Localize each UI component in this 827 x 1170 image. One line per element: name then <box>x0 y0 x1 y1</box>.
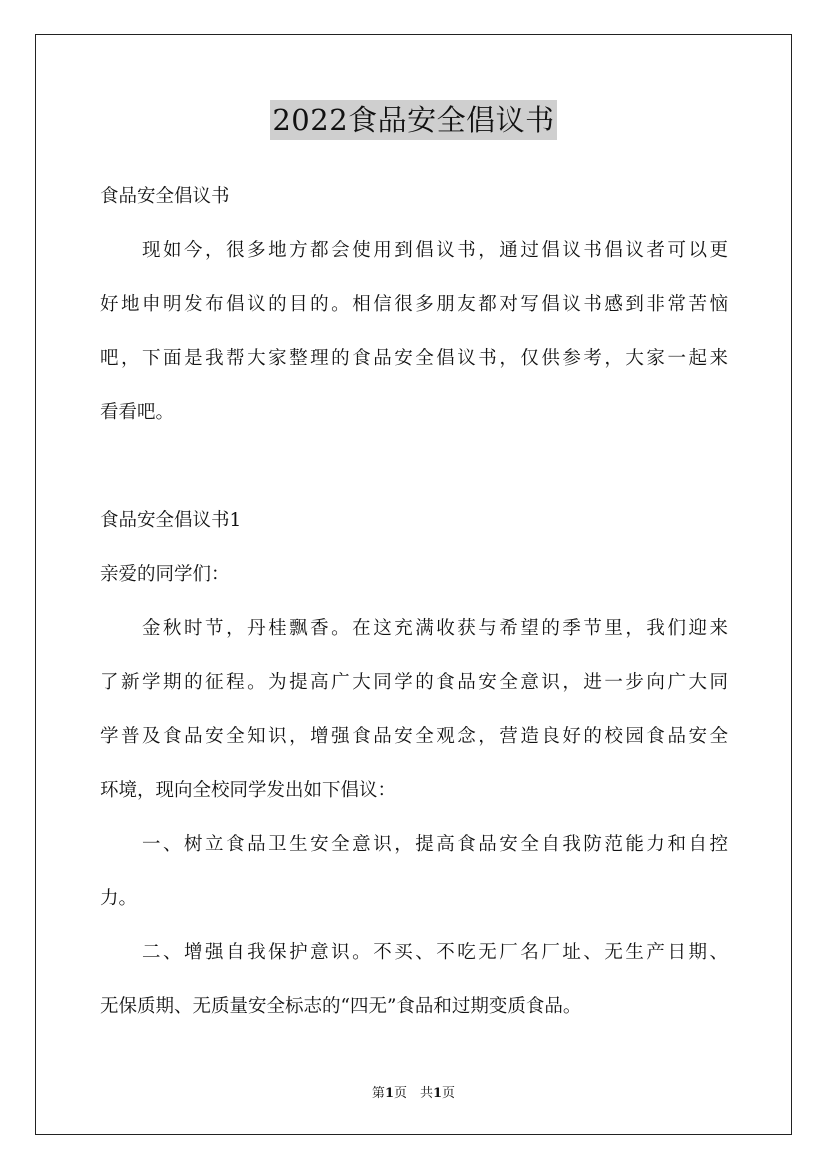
intro-line: 好地申明发布倡议的目的。相信很多朋友都对写倡议书感到非常苦恼 <box>100 294 728 315</box>
footer-page-mid: 页 共 <box>393 1086 433 1101</box>
footer-page-suffix: 页 <box>442 1086 456 1101</box>
intro-line: 看看吧。 <box>100 402 175 423</box>
paragraph-line: 环境，现向全校同学发出如下倡议： <box>100 780 397 801</box>
footer-page-prefix: 第 <box>371 1086 385 1101</box>
paragraph-line: 学普及食品安全知识，增强食品安全观念，营造良好的校园食品安全 <box>100 726 728 747</box>
paragraph-line: 一、树立食品卫生安全意识，提高食品安全自我防范能力和自控 <box>142 834 728 855</box>
title-container <box>0 100 827 140</box>
salutation: 亲爱的同学们： <box>100 564 230 585</box>
intro-heading: 食品安全倡议书 <box>100 186 230 207</box>
section-heading: 食品安全倡议书1 <box>100 510 242 531</box>
page-footer <box>0 1082 827 1101</box>
paragraph-line: 了新学期的征程。为提高广大同学的食品安全意识，进一步向广大同 <box>100 672 728 693</box>
blank-line <box>100 440 728 494</box>
paragraph-line: 金秋时节，丹桂飘香。在这充满收获与希望的季节里，我们迎来 <box>142 618 728 639</box>
document-title: 2022食品安全倡议书 <box>270 100 556 140</box>
footer-page-total: 1 <box>433 1086 443 1101</box>
intro-line: 现如今，很多地方都会使用到倡议书，通过倡议书倡议者可以更 <box>142 240 728 261</box>
paragraph-line: 二、增强自我保护意识。不买、不吃无厂名厂址、无生产日期、 <box>142 942 728 963</box>
document-body <box>100 170 728 1034</box>
intro-line: 吧，下面是我帮大家整理的食品安全倡议书，仅供参考，大家一起来 <box>100 348 728 369</box>
paragraph-line: 力。 <box>100 888 138 909</box>
footer-page-number: 1 <box>384 1086 394 1101</box>
paragraph-line: 无保质期、无质量安全标志的“四无”食品和过期变质食品。 <box>100 996 582 1017</box>
